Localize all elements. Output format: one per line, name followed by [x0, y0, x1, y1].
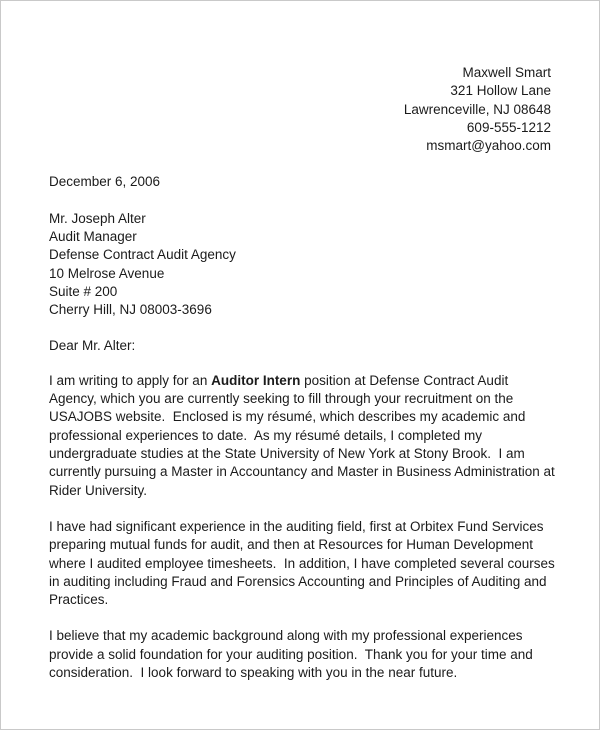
sender-city-state-zip: Lawrenceville, NJ 08648 [403, 101, 551, 117]
sender-street: 321 Hollow Lane [450, 83, 551, 99]
paragraph1-text-after-bold: position at Defense Contract Audit Agency, which you are currently seeking to fill through your recruitment on the USAJOBS website. Enclosed is my résumé, which describes my academic and professional experiences to date. As my résumé details, I completed my undergraduate studies at the State University of New York at Stony Brook. I am currently pursuing a Master in Accountancy and Master in Business Administration at Rider University. [49, 372, 559, 498]
sender-address-block [49, 64, 551, 155]
recipient-city-state-zip: Cherry Hill, NJ 08003-3696 [49, 302, 212, 318]
position-title-bold: Auditor Intern [211, 372, 301, 388]
letter-date: December 6, 2006 [49, 174, 161, 190]
body-paragraph-1 [49, 372, 559, 500]
recipient-company: Defense Contract Audit Agency [49, 247, 236, 263]
paragraph1-text-before-bold: I am writing to apply for an [49, 372, 212, 388]
recipient-title: Audit Manager [49, 229, 137, 245]
sender-phone: 609-555-1212 [466, 119, 551, 135]
body-paragraph-2: I have had significant experience in the auditing field, first at Orbitex Fund Services preparing mutual funds for audit, and then at Resources for Human Development where I audited employee timesheets. In addition, I have completed several courses in auditing including Fraud and Forensics Accounting and Principles of Auditing and Practices. [49, 518, 559, 608]
recipient-address-block [49, 210, 555, 320]
recipient-street: 10 Melrose Avenue [49, 265, 165, 281]
salutation: Dear Mr. Alter: [49, 337, 136, 353]
sender-name: Maxwell Smart [462, 65, 551, 80]
sender-email: msmart@yahoo.com [426, 138, 551, 154]
recipient-name: Mr. Joseph Alter [49, 210, 146, 226]
body-paragraph-3: I believe that my academic background along with my professional experiences provide a solid foundation for your auditing position. Thank you for your time and consideration. I look forward to speaking with you in the near future. [49, 628, 537, 681]
recipient-suite: Suite # 200 [49, 283, 118, 299]
